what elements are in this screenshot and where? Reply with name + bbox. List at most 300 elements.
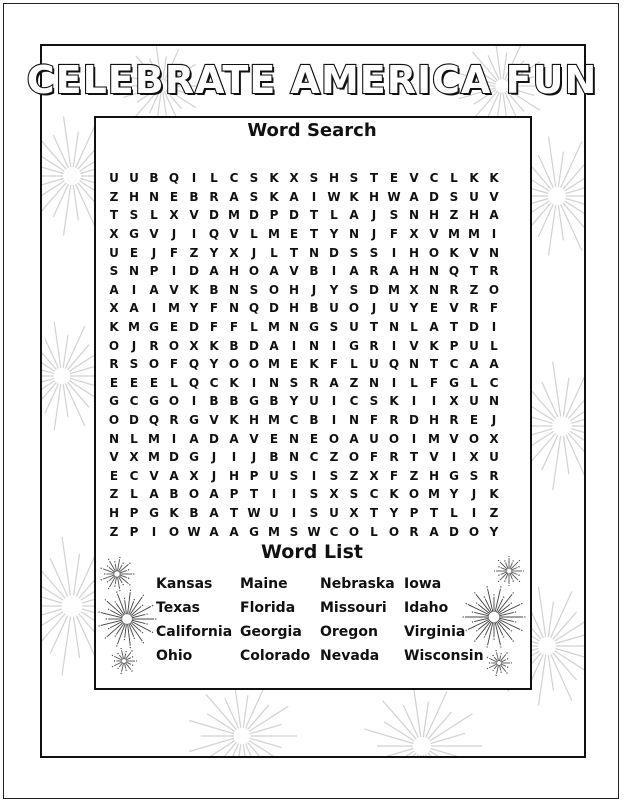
grid-letter: R (309, 375, 319, 390)
grid-letter: I (171, 431, 177, 446)
word-list-item: Florida (240, 600, 296, 616)
word-list-item: Virginia (404, 624, 466, 640)
grid-letter: D (429, 189, 439, 204)
grid-row (104, 299, 524, 318)
grid-letter: P (269, 208, 279, 223)
grid-letter: L (250, 320, 258, 335)
grid-letter: A (149, 487, 159, 502)
grid-letter: X (409, 282, 419, 297)
grid-letter: U (329, 301, 339, 316)
grid-letter: G (349, 338, 359, 353)
grid-letter: I (491, 227, 497, 242)
grid-letter: A (389, 264, 399, 279)
grid-letter: T (369, 320, 379, 335)
grid-letter: L (410, 320, 418, 335)
grid-letter: M (268, 357, 280, 372)
grid-letter: U (269, 468, 279, 483)
grid-letter: O (268, 282, 280, 297)
grid-letter: A (169, 468, 179, 483)
grid-row (104, 169, 524, 188)
grid-letter: K (269, 189, 279, 204)
grid-row (104, 225, 524, 244)
grid-letter: O (148, 357, 160, 372)
grid-row (104, 485, 524, 504)
grid-letter: I (131, 282, 137, 297)
grid-letter: A (209, 524, 219, 539)
grid-letter: H (368, 189, 380, 204)
grid-letter: O (168, 338, 180, 353)
grid-letter: O (188, 487, 200, 502)
grid-letter: A (229, 524, 239, 539)
grid-letter: A (209, 505, 219, 520)
grid-letter: N (428, 282, 440, 297)
grid-letter: K (229, 413, 239, 428)
grid-letter: K (429, 338, 439, 353)
grid-letter: P (449, 338, 459, 353)
grid-letter: Y (189, 301, 199, 316)
grid-letter: M (148, 431, 160, 446)
grid-letter: J (251, 245, 257, 260)
grid-letter: D (249, 208, 259, 223)
grid-letter: O (168, 394, 180, 409)
grid-letter: H (468, 208, 480, 223)
grid-letter: J (371, 301, 377, 316)
grid-letter: T (449, 320, 459, 335)
firework-icon (111, 648, 137, 674)
grid-letter: J (311, 282, 317, 297)
grid-letter: X (189, 338, 199, 353)
grid-letter: L (150, 208, 158, 223)
grid-letter: A (429, 524, 439, 539)
grid-letter: B (309, 264, 319, 279)
grid-letter: G (449, 375, 459, 390)
grid-letter: Z (349, 375, 359, 390)
word-list-item: Missouri (320, 600, 387, 616)
grid-letter: E (129, 245, 139, 260)
grid-letter: G (249, 394, 259, 409)
grid-letter: A (269, 264, 279, 279)
grid-letter: O (488, 282, 500, 297)
word-list-item: Ohio (156, 648, 193, 664)
grid-letter: E (169, 320, 179, 335)
grid-letter: D (169, 450, 179, 465)
grid-letter: R (489, 468, 499, 483)
grid-letter: V (449, 301, 459, 316)
grid-letter: R (489, 264, 499, 279)
grid-letter: J (471, 487, 477, 502)
grid-letter: N (388, 320, 400, 335)
grid-letter: N (308, 338, 320, 353)
grid-letter: O (248, 264, 260, 279)
grid-letter: M (268, 320, 280, 335)
grid-letter: A (289, 189, 299, 204)
grid-letter: T (469, 264, 479, 279)
grid-letter: K (269, 171, 279, 186)
grid-row (104, 336, 524, 355)
firework-icon (99, 556, 135, 592)
grid-letter: W (387, 189, 401, 204)
grid-letter: Q (248, 301, 260, 316)
grid-letter: I (231, 450, 237, 465)
grid-letter: N (368, 375, 380, 390)
grid-letter: T (309, 227, 319, 242)
grid-letter: A (149, 282, 159, 297)
grid-letter: G (149, 505, 159, 520)
grid-letter: A (209, 264, 219, 279)
grid-letter: V (289, 264, 299, 279)
grid-letter: X (369, 468, 379, 483)
grid-letter: C (349, 394, 359, 409)
grid-letter: U (329, 505, 339, 520)
word-list-item: Nevada (320, 648, 380, 664)
grid-letter: I (331, 338, 337, 353)
grid-letter: D (289, 208, 299, 223)
grid-letter: U (489, 450, 499, 465)
grid-letter: C (309, 450, 319, 465)
grid-letter: U (469, 189, 479, 204)
grid-letter: V (449, 431, 459, 446)
grid-letter: C (289, 413, 299, 428)
grid-letter: G (189, 413, 199, 428)
grid-letter: T (409, 450, 419, 465)
grid-letter: I (471, 505, 477, 520)
grid-letter: S (449, 189, 459, 204)
grid-letter: I (331, 413, 337, 428)
grid-letter: N (408, 357, 420, 372)
grid-letter: S (309, 171, 319, 186)
grid-letter: H (288, 301, 300, 316)
grid-letter: O (348, 301, 360, 316)
grid-letter: E (109, 468, 119, 483)
grid-letter: F (229, 320, 239, 335)
grid-letter: V (229, 227, 239, 242)
grid-letter: Y (449, 487, 459, 502)
grid-letter: B (209, 282, 219, 297)
grid-letter: O (108, 338, 120, 353)
grid-letter: G (449, 468, 459, 483)
grid-letter: B (169, 487, 179, 502)
grid-letter: E (289, 227, 299, 242)
grid-letter: N (488, 245, 500, 260)
grid-letter: Y (329, 282, 339, 297)
word-list-item: Idaho (404, 600, 449, 616)
grid-letter: Q (448, 264, 460, 279)
grid-letter: H (228, 264, 240, 279)
grid-letter: N (148, 189, 160, 204)
grid-letter: N (288, 431, 300, 446)
grid-letter: K (489, 171, 499, 186)
grid-letter: V (489, 189, 499, 204)
grid-letter: M (428, 431, 440, 446)
grid-letter: J (491, 413, 497, 428)
grid-letter: I (151, 301, 157, 316)
grid-letter: S (349, 282, 359, 297)
grid-letter: O (388, 524, 400, 539)
grid-letter: K (469, 171, 479, 186)
grid-letter: V (429, 227, 439, 242)
grid-letter: M (228, 208, 240, 223)
grid-letter: W (307, 524, 321, 539)
grid-letter: N (408, 208, 420, 223)
grid-letter: Y (409, 301, 419, 316)
grid-letter: H (428, 468, 440, 483)
grid-letter: Z (109, 189, 119, 204)
grid-letter: L (490, 338, 498, 353)
grid-letter: K (189, 282, 199, 297)
grid-letter: F (389, 227, 399, 242)
grid-letter: E (109, 375, 119, 390)
grid-letter: W (187, 524, 201, 539)
grid-letter: F (169, 357, 179, 372)
grid-letter: S (469, 468, 479, 483)
grid-letter: A (469, 357, 479, 372)
grid-letter: R (209, 189, 219, 204)
grid-letter: S (349, 245, 359, 260)
grid-letter: T (369, 505, 379, 520)
grid-row (104, 429, 524, 448)
grid-letter: C (329, 524, 339, 539)
grid-letter: I (171, 264, 177, 279)
grid-letter: N (288, 450, 300, 465)
grid-letter: S (369, 394, 379, 409)
grid-letter: N (288, 320, 300, 335)
word-list-item: Nebraska (320, 576, 395, 592)
grid-letter: F (329, 357, 339, 372)
grid-letter: T (369, 171, 379, 186)
grid-letter: C (429, 171, 439, 186)
grid-letter: J (151, 245, 157, 260)
grid-letter: F (429, 375, 439, 390)
grid-letter: J (211, 468, 217, 483)
grid-letter: I (391, 338, 397, 353)
grid-letter: B (149, 171, 159, 186)
grid-letter: V (429, 450, 439, 465)
grid-letter: X (329, 487, 339, 502)
grid-letter: S (309, 505, 319, 520)
grid-letter: Y (489, 524, 499, 539)
grid-letter: O (468, 431, 480, 446)
grid-letter: X (289, 171, 299, 186)
grid-letter: I (311, 189, 317, 204)
grid-letter: A (189, 431, 199, 446)
grid-letter: R (149, 338, 159, 353)
grid-letter: N (428, 264, 440, 279)
grid-letter: M (168, 301, 180, 316)
grid-letter: X (169, 208, 179, 223)
grid-letter: P (149, 264, 159, 279)
grid-letter: A (229, 189, 239, 204)
grid-letter: A (129, 301, 139, 316)
grid-letter: W (247, 505, 261, 520)
grid-letter: S (289, 375, 299, 390)
grid-letter: R (389, 413, 399, 428)
grid-letter: K (229, 375, 239, 390)
grid-letter: A (349, 431, 359, 446)
grid-letter: S (289, 468, 299, 483)
firework-icon (486, 650, 512, 676)
grid-letter: Z (189, 245, 199, 260)
grid-letter: T (429, 505, 439, 520)
grid-letter: D (209, 431, 219, 446)
grid-letter: Z (329, 450, 339, 465)
grid-letter: S (349, 487, 359, 502)
grid-letter: M (388, 282, 400, 297)
word-list-item: Iowa (404, 576, 442, 592)
grid-letter: R (469, 301, 479, 316)
grid-letter: F (369, 450, 379, 465)
grid-letter: M (268, 524, 280, 539)
grid-letter: D (209, 208, 219, 223)
grid-letter: T (249, 487, 259, 502)
grid-letter: E (169, 189, 179, 204)
grid-letter: O (428, 245, 440, 260)
grid-letter: H (128, 189, 140, 204)
page-title: CELEBRATE AMERICA FUN (26, 58, 598, 102)
grid-letter: S (369, 245, 379, 260)
grid-letter: P (129, 524, 139, 539)
grid-letter: I (311, 468, 317, 483)
grid-letter: W (327, 189, 341, 204)
grid-letter: Y (289, 394, 299, 409)
firework-icon (494, 556, 524, 586)
grid-letter: J (211, 450, 217, 465)
grid-letter: Z (409, 468, 419, 483)
grid-letter: X (449, 394, 459, 409)
grid-letter: I (291, 505, 297, 520)
grid-letter: N (348, 227, 360, 242)
firework-icon (462, 585, 526, 649)
word-list-item: Kansas (156, 576, 213, 592)
grid-letter: A (489, 208, 499, 223)
grid-letter: I (151, 524, 157, 539)
grid-letter: A (409, 189, 419, 204)
grid-letter: V (409, 338, 419, 353)
grid-letter: G (149, 320, 159, 335)
grid-letter: E (389, 171, 399, 186)
grid-letter: X (349, 505, 359, 520)
grid-letter: D (129, 413, 139, 428)
grid-letter: N (108, 431, 120, 446)
grid-letter: S (249, 171, 259, 186)
grid-letter: D (409, 413, 419, 428)
grid-letter: R (369, 338, 379, 353)
grid-letter: R (409, 524, 419, 539)
grid-letter: E (309, 431, 319, 446)
grid-letter: I (331, 264, 337, 279)
grid-letter: K (169, 505, 179, 520)
grid-letter: O (108, 413, 120, 428)
grid-letter: O (348, 450, 360, 465)
grid-letter: S (329, 468, 339, 483)
grid-letter: S (249, 189, 259, 204)
grid-letter: S (389, 208, 399, 223)
grid-letter: B (269, 394, 279, 409)
grid-letter: I (291, 487, 297, 502)
grid-letter: P (409, 505, 419, 520)
grid-letter: J (371, 208, 377, 223)
grid-letter: M (128, 320, 140, 335)
grid-letter: Q (388, 357, 400, 372)
grid-letter: A (349, 264, 359, 279)
grid-letter: I (191, 394, 197, 409)
grid-letter: Q (188, 357, 200, 372)
grid-letter: X (129, 450, 139, 465)
grid-letter: K (489, 487, 499, 502)
firework-icon (97, 589, 157, 649)
grid-letter: K (309, 357, 319, 372)
grid-letter: I (451, 450, 457, 465)
grid-letter: X (409, 227, 419, 242)
grid-letter: L (410, 375, 418, 390)
grid-letter: I (431, 394, 437, 409)
grid-letter: X (109, 301, 119, 316)
grid-letter: T (229, 505, 239, 520)
grid-letter: V (189, 208, 199, 223)
grid-letter: L (470, 375, 478, 390)
grid-letter: T (289, 245, 299, 260)
grid-letter: N (228, 282, 240, 297)
grid-letter: H (228, 468, 240, 483)
grid-letter: V (209, 413, 219, 428)
grid-letter: N (228, 301, 240, 316)
grid-letter: A (109, 282, 119, 297)
grid-letter: M (468, 227, 480, 242)
grid-letter: T (429, 357, 439, 372)
grid-letter: Y (209, 357, 219, 372)
grid-row (104, 411, 524, 430)
grid-letter: D (469, 320, 479, 335)
grid-letter: O (168, 524, 180, 539)
grid-letter: X (109, 227, 119, 242)
grid-letter: V (149, 227, 159, 242)
grid-letter: Q (188, 375, 200, 390)
grid-letter: B (309, 301, 319, 316)
grid-letter: R (109, 357, 119, 372)
grid-letter: V (169, 282, 179, 297)
grid-letter: U (469, 394, 479, 409)
grid-letter: I (191, 171, 197, 186)
grid-letter: O (468, 524, 480, 539)
grid-letter: M (268, 227, 280, 242)
grid-letter: C (129, 468, 139, 483)
grid-letter: D (189, 320, 199, 335)
grid-letter: R (169, 413, 179, 428)
grid-letter: G (129, 227, 139, 242)
grid-letter: T (309, 208, 319, 223)
grid-row (104, 355, 524, 374)
grid-letter: I (271, 487, 277, 502)
grid-row (104, 243, 524, 262)
grid-letter: D (449, 524, 459, 539)
grid-letter: S (289, 524, 299, 539)
grid-letter: E (469, 413, 479, 428)
grid-letter: Z (109, 487, 119, 502)
grid-row (104, 374, 524, 393)
grid-row (104, 392, 524, 411)
grid-letter: X (189, 468, 199, 483)
grid-row (104, 467, 524, 486)
grid-letter: L (170, 375, 178, 390)
word-list-item: Maine (240, 576, 288, 592)
grid-letter: Y (389, 505, 399, 520)
grid-letter: B (189, 189, 199, 204)
grid-letter: J (371, 227, 377, 242)
grid-letter: A (349, 208, 359, 223)
grid-letter: U (349, 320, 359, 335)
grid-letter: L (450, 505, 458, 520)
grid-letter: S (129, 357, 139, 372)
grid-letter: H (408, 264, 420, 279)
